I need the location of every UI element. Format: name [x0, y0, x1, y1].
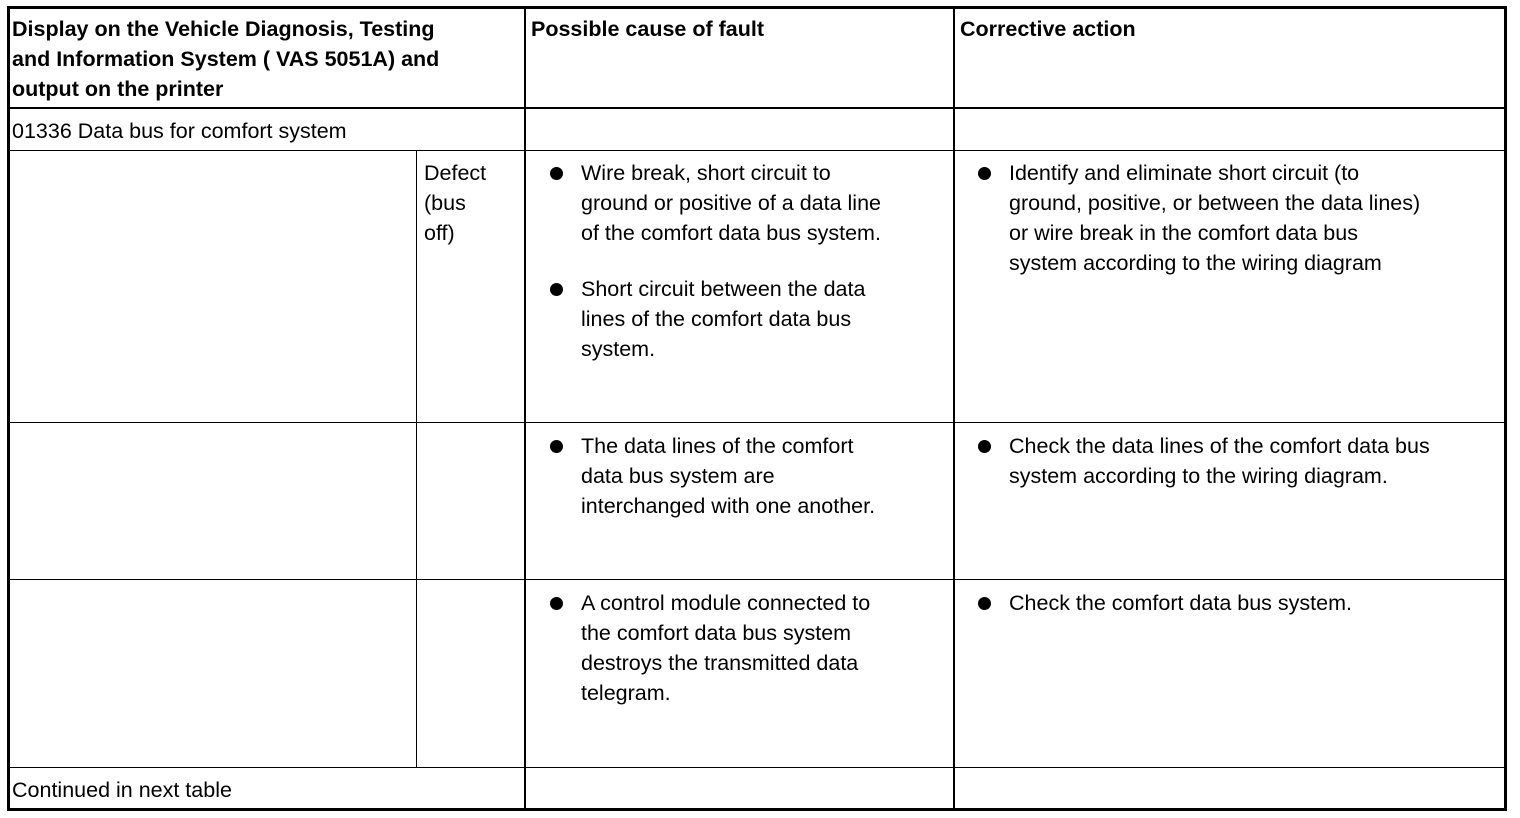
column-divider [953, 7, 955, 810]
header-line: output on the printer [12, 77, 224, 101]
cause-line: destroys the transmitted data [581, 651, 859, 675]
status-line: (bus [424, 191, 466, 215]
cause-line: system. [581, 337, 656, 361]
bullet-icon [550, 440, 563, 453]
cause-line: lines of the comfort data bus [581, 307, 852, 331]
cause-line: data bus system are [581, 464, 775, 488]
action-line: system according to the wiring diagram. [1009, 464, 1388, 488]
action-line: Check the comfort data bus system. [1009, 591, 1352, 615]
action-item [1009, 588, 1352, 618]
bullet-icon [978, 597, 991, 610]
cause-item [581, 158, 881, 248]
bullet-icon [550, 167, 563, 180]
action-item [1009, 158, 1420, 278]
header-cause-column: Possible cause of fault [531, 17, 764, 41]
status-line: Defect [424, 161, 487, 185]
cause-line: A control module connected to [581, 591, 871, 615]
cause-line: telegram. [581, 681, 671, 705]
cause-item [581, 274, 865, 364]
cause-line: Short circuit between the data [581, 277, 866, 301]
row-divider [8, 150, 1505, 151]
row-divider [8, 767, 1505, 768]
cause-line: the comfort data bus system [581, 621, 852, 645]
status-column-divider [416, 151, 417, 768]
action-line: Check the data lines of the comfort data bus [1009, 434, 1430, 458]
column-divider [524, 7, 526, 810]
cause-line: ground or positive of a data line [581, 191, 882, 215]
bullet-icon [550, 283, 563, 296]
action-line: ground, positive, or between the data lines) [1009, 191, 1421, 215]
cause-line: The data lines of the comfort [581, 434, 854, 458]
header-display-column [12, 14, 439, 104]
bullet-icon [978, 440, 991, 453]
cause-line: Wire break, short circuit to [581, 161, 831, 185]
action-item [1009, 431, 1430, 491]
row-divider [8, 579, 1505, 580]
action-line: Identify and eliminate short circuit (to [1009, 161, 1360, 185]
action-line: or wire break in the comfort data bus [1009, 221, 1358, 245]
cause-line: interchanged with one another. [581, 494, 876, 518]
row-divider [8, 422, 1505, 423]
fault-code: 01336 Data bus for comfort system [12, 119, 347, 143]
cause-line: of the comfort data bus system. [581, 221, 881, 245]
fault-status [424, 158, 486, 248]
header-line: and Information System ( VAS 5051A) and [12, 47, 440, 71]
cause-item [581, 588, 870, 708]
cause-item [581, 431, 875, 521]
header-divider [8, 107, 1505, 109]
bullet-icon [978, 167, 991, 180]
bullet-icon [550, 597, 563, 610]
status-line: off) [424, 221, 455, 245]
action-line: system according to the wiring diagram [1009, 251, 1382, 275]
continued-note: Continued in next table [12, 778, 232, 802]
header-action-column: Corrective action [960, 17, 1136, 41]
header-line: Display on the Vehicle Diagnosis, Testing [12, 17, 435, 41]
